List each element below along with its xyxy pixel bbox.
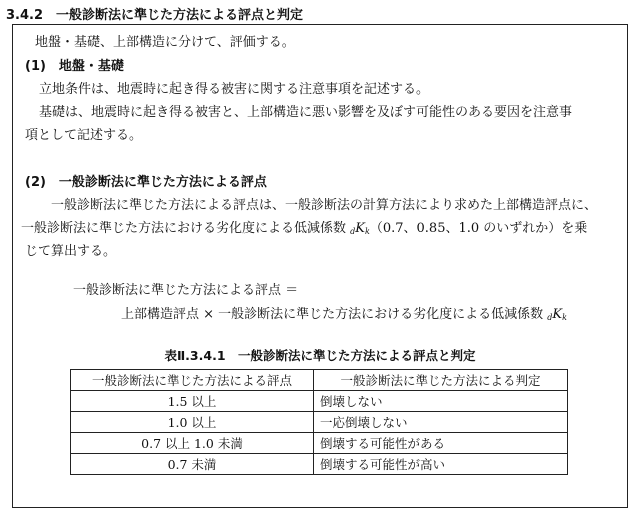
judgement-table — [70, 369, 568, 475]
section2-para-line3: じて算出する。 — [25, 244, 117, 259]
section1-para1: 立地条件は、地震時に起き得る被害に関する注意事項を記述する。 — [39, 82, 430, 97]
table-caption: 表Ⅱ.3.4.1 一般診断法に準じた方法による評点と判定 — [164, 348, 476, 363]
formula-line2 — [121, 303, 567, 322]
section2-para-line2-post: （0.7、0.85、1.0 のいずれか）を乗 — [369, 221, 588, 236]
formula-line1: 一般診断法に準じた方法による評点 ＝ — [73, 283, 299, 298]
reduction-symbol-sub2: k — [364, 227, 370, 236]
verdict-cell: 倒壊しない — [314, 391, 568, 412]
table-header-score: 一般診断法に準じた方法による評点 — [71, 370, 314, 391]
verdict-cell: 倒壊する可能性がある — [314, 433, 568, 454]
section1-para2-line1: 基礎は、地震時に起き得る被害と、上部構造に悪い影響を及ぼす可能性のある要因を注意事 — [39, 105, 573, 120]
formula-symbol-sub: d — [547, 313, 553, 322]
verdict-cell: 倒壊する可能性が高い — [314, 454, 568, 475]
table-row — [71, 433, 568, 454]
table-header-verdict: 一般診断法に準じた方法による判定 — [314, 370, 568, 391]
section2-para-line1: 一般診断法に準じた方法による評点は、一般診断法の計算方法により求めた上部構造評点に、 — [51, 198, 598, 213]
score-cell: 0.7 未満 — [71, 454, 314, 475]
section1-title: (1) 地盤・基礎 — [25, 59, 124, 74]
formula-symbol-sub2: k — [562, 313, 567, 322]
section2-title: (2) 一般診断法に準じた方法による評点 — [25, 175, 267, 190]
section2-para-line2-pre: 一般診断法に準じた方法における劣化度による低減係数 — [21, 221, 351, 236]
table-row — [71, 454, 568, 475]
reduction-symbol-sub: d — [350, 227, 356, 236]
reduction-symbol-main: K — [355, 221, 365, 236]
score-cell: 0.7 以上 1.0 未満 — [71, 433, 314, 454]
formula-symbol-main: K — [552, 307, 563, 322]
section-heading: 3.4.2 一般診断法に準じた方法による評点と判定 — [6, 8, 304, 23]
section2-para-line2 — [21, 217, 587, 236]
verdict-cell: 一応倒壊しない — [314, 412, 568, 433]
formula-line2-pre: 上部構造評点 × 一般診断法に準じた方法における劣化度による低減係数 — [121, 307, 548, 322]
table-row — [71, 412, 568, 433]
section1-para2-line2: 項として記述する。 — [25, 128, 143, 143]
score-cell: 1.5 以上 — [71, 391, 314, 412]
table-row — [71, 391, 568, 412]
intro-text: 地盤・基礎、上部構造に分けて、評価する。 — [35, 35, 295, 50]
content-frame — [12, 24, 628, 508]
score-cell: 1.0 以上 — [71, 412, 314, 433]
table-header-row — [71, 370, 568, 391]
